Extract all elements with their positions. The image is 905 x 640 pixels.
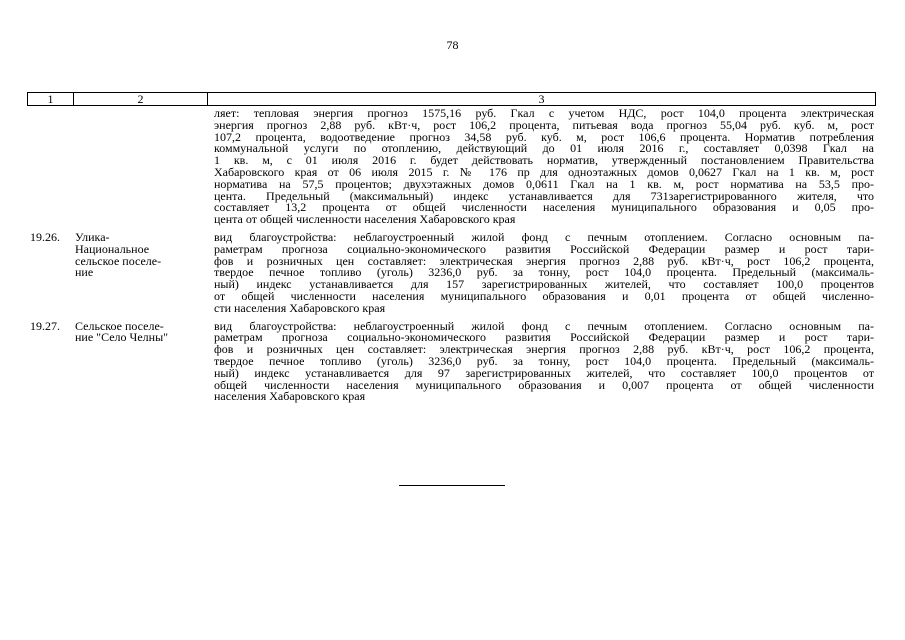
table-body bbox=[27, 108, 876, 409]
footer-divider bbox=[399, 485, 505, 486]
text-line: вид благоустройства: неблагоустроенный жилой фонд с печным отоплением. Согласно основным па- bbox=[214, 318, 874, 333]
row-description bbox=[208, 318, 876, 404]
text-line: твердое печное топливо (уголь) 3236,0 руб. за тонну, рост 104,0 процента. Предельный (максималь- bbox=[214, 353, 874, 368]
text-line: общей численности населения муниципального образования и 0,007 процента от общей численности bbox=[214, 377, 874, 392]
table-row bbox=[27, 229, 876, 315]
name-line: ние bbox=[75, 265, 94, 280]
row-description bbox=[208, 229, 876, 315]
text-line: энергия прогноз 2,88 руб. кВт·ч, рост 106,2 процента, питьевая вода прогноз 55,04 руб. куб. м, рост bbox=[214, 117, 874, 132]
text-line: коммунальной услуги по отоплению, действующий до 01 июля 2016 г., составляет 0,0398 Гкал на bbox=[214, 141, 874, 156]
row-description bbox=[208, 108, 876, 226]
settlement-name bbox=[74, 229, 208, 315]
text-line: 1 кв. м, с 01 июля 2016 г. будет действовать норматив, утвержденный постановлением Правительства bbox=[214, 153, 874, 168]
text-line: фов и розничных цен составляет: электрическая энергия прогноз 2,88 руб. кВт·ч, рост 106,2 процента, bbox=[214, 253, 874, 268]
table-header bbox=[27, 92, 876, 106]
table-row bbox=[27, 108, 876, 226]
header-col-1: 1 bbox=[28, 93, 74, 105]
text-line: населения Хабаровского края bbox=[214, 389, 366, 404]
name-line: Национальное bbox=[75, 241, 150, 256]
text-line: раметрам прогноза социально-экономического развития Российской Федерации размер и рост тари- bbox=[214, 241, 874, 256]
name-line: сельское поселе- bbox=[75, 253, 162, 268]
text-line: сти населения Хабаровского края bbox=[214, 300, 386, 315]
text-line: ный) индекс устанавливается для 157 зарегистрированных жителей, что составляет 100,0 процентов bbox=[214, 277, 874, 292]
text-line: ный) индекс устанавливается для 97 зарегистрированных жителей, что составляет 100,0 процентов от bbox=[214, 365, 874, 380]
row-number: 19.27. bbox=[30, 318, 60, 333]
text-line: цента от общей численности населения Хабаровского края bbox=[214, 212, 516, 227]
row-number bbox=[27, 108, 74, 226]
text-line: цента. Предельный (максимальный) индекс устанавливается для 731зарегистрированного жителя, что bbox=[214, 188, 874, 203]
row-number: 19.26. bbox=[30, 229, 60, 244]
name-line: ние "Село Челны" bbox=[75, 330, 169, 345]
text-line: раметрам прогноза социально-экономического развития Российской Федерации размер и рост тари- bbox=[214, 330, 874, 345]
text-line: составляет 13,2 процента от общей численности населения муниципального образования и 0,05 про- bbox=[214, 200, 874, 215]
text-line: норматива на 57,5 процентов; двухэтажных домов 0,0611 Гкал на 1 кв. м, рост норматива на 53,5 про- bbox=[214, 176, 874, 191]
text-line: 107,2 процента, водоотведение прогноз 34,58 руб. куб. м, рост 106,6 процента. Норматив потребления bbox=[214, 129, 874, 144]
text-line: Хабаровского края от 06 июля 2015 г. № 176 пр для одноэтажных домов 0,0627 Гкал на 1 кв. м, рост bbox=[214, 164, 874, 179]
table-row bbox=[27, 318, 876, 404]
text-line: ляет: тепловая энергия прогноз 1575,16 руб. Гкал с учетом НДС, рост 104,0 процента электрическая bbox=[214, 106, 874, 120]
page-number: 78 bbox=[446, 38, 459, 52]
name-line: Сельское поселе- bbox=[75, 318, 164, 333]
header-col-3: 3 bbox=[538, 92, 545, 106]
text-line: твердое печное топливо (уголь) 3236,0 руб. за тонну, рост 104,0 процента. Предельный (максималь- bbox=[214, 265, 874, 280]
name-line: Улика- bbox=[75, 229, 110, 244]
text-line: от общей численности населения муниципального образования и 0,01 процента от общей численно- bbox=[214, 288, 874, 303]
text-line: фов и розничных цен составляет: электрическая энергия прогноз 2,88 руб. кВт·ч, рост 106,2 процента, bbox=[214, 342, 874, 357]
header-col-2: 2 bbox=[74, 93, 208, 105]
settlement-name bbox=[74, 318, 208, 404]
text-line: вид благоустройства: неблагоустроенный жилой фонд с печным отоплением. Согласно основным па- bbox=[214, 229, 874, 244]
settlement-name bbox=[74, 108, 208, 226]
